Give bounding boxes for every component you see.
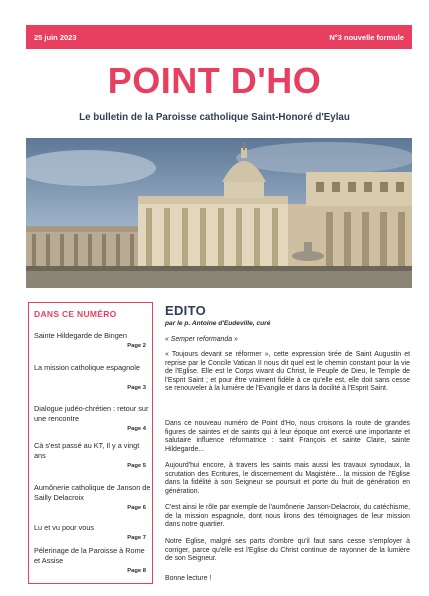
toc-item[interactable] [34,523,152,541]
toc-item-page: Page 3 [127,385,146,391]
toc-item-label: La mission catholique espagnole [34,363,140,372]
toc-item-page: Page 6 [127,505,146,511]
toc-item-label: Dialogue judéo-chrétien : retour sur une rencontre [34,404,149,423]
toc-item[interactable] [34,441,152,469]
masthead-title: POINT D'HO [107,60,322,101]
toc-item-label: Sainte Hildegarde de Bingen [34,331,127,340]
edito-paragraph: Dans ce nouveau numéro de Point d'Ho, nous croisons la route de grandes figures de saintes et de saints qui à leur époque ont exercé une importante et salutaire influence réformatrice : saint François et sainte Claire, sainte Hildegarde... [165,420,410,453]
header-bar [26,25,412,49]
toc-item-label: Cà s'est passé au KT, Il y a vingt ans [34,441,140,460]
edito-signoff: Bonne lecture ! [165,575,212,582]
toc-item[interactable] [34,404,152,432]
edito-paragraph: Notre Eglise, malgré ses parts d'ombre qu'il faut sans cesse s'employer à corriger, parce qu'elle est l'Eglise du Christ continue de rayonner de la lumière de son Seigneur. [165,538,410,563]
toc-title: DANS CE NUMÉRO [34,309,117,319]
edito-paragraph: C'est ainsi le rôle par exemple de l'aumônerie Janson-Delacroix, du catéchisme, de la mission espagnole, dont nous lirons des témoignages de leur mission dans notre quartier. [165,504,410,529]
toc-item-page: Page 8 [127,568,146,574]
toc-item-page: Page 2 [127,343,146,349]
masthead-subtitle: Le bulletin de la Paroisse catholique Saint-Honoré d'Eylau [79,112,350,123]
issue-date: 25 juin 2023 [34,32,77,42]
toc-item-page: Page 4 [127,426,146,432]
toc-item-label: Aumônerie catholique de Janson de Sailly Delacroix [34,483,151,502]
toc-item-page: Page 5 [127,463,146,469]
issue-number: N°3 nouvelle formule [329,32,404,42]
toc-item[interactable] [34,363,152,391]
edito-quote: « Semper reformanda » [165,336,238,343]
toc-item[interactable] [34,331,152,349]
edito-title: EDITO [165,303,206,318]
toc-item-page: Page 7 [127,535,146,541]
edito-paragraph: Aujourd'hui encore, à travers les saints mais aussi les travaux synodaux, la scrutation des Ecritures, le discernement du Magistère... la mission de l'Eglise dans la fidélité à son Seigneur se poursuit et porte du fruit de génération en génération. [165,462,410,495]
table-of-contents [28,302,153,584]
toc-item-label: Pélerinage de la Paroisse à Rome et Assise [34,546,145,565]
toc-item-label: Lu et vu pour vous [34,523,95,532]
toc-item[interactable] [34,546,152,574]
toc-item[interactable] [34,483,152,511]
cover-photo [26,138,412,288]
edito-paragraph: « Toujours devant se réformer », cette expression tirée de Saint Augustin et reprise par le Concile Vatican II nous dit quel est le chemin constant pour la vie de l'Eglise. Elle est le Corps vivant du Christ, le Peuple de Dieu, le Temple de l'Esprit Saint ; et pour être vraiment fidèle à ce qu'elle est, elle doit sans cesse se renouveler à la lumière de l'Evangile et dans la docilité à l'Esprit Saint. [165,351,410,393]
edito-byline: par le p. Antoine d'Eudeville, curé [165,320,271,327]
